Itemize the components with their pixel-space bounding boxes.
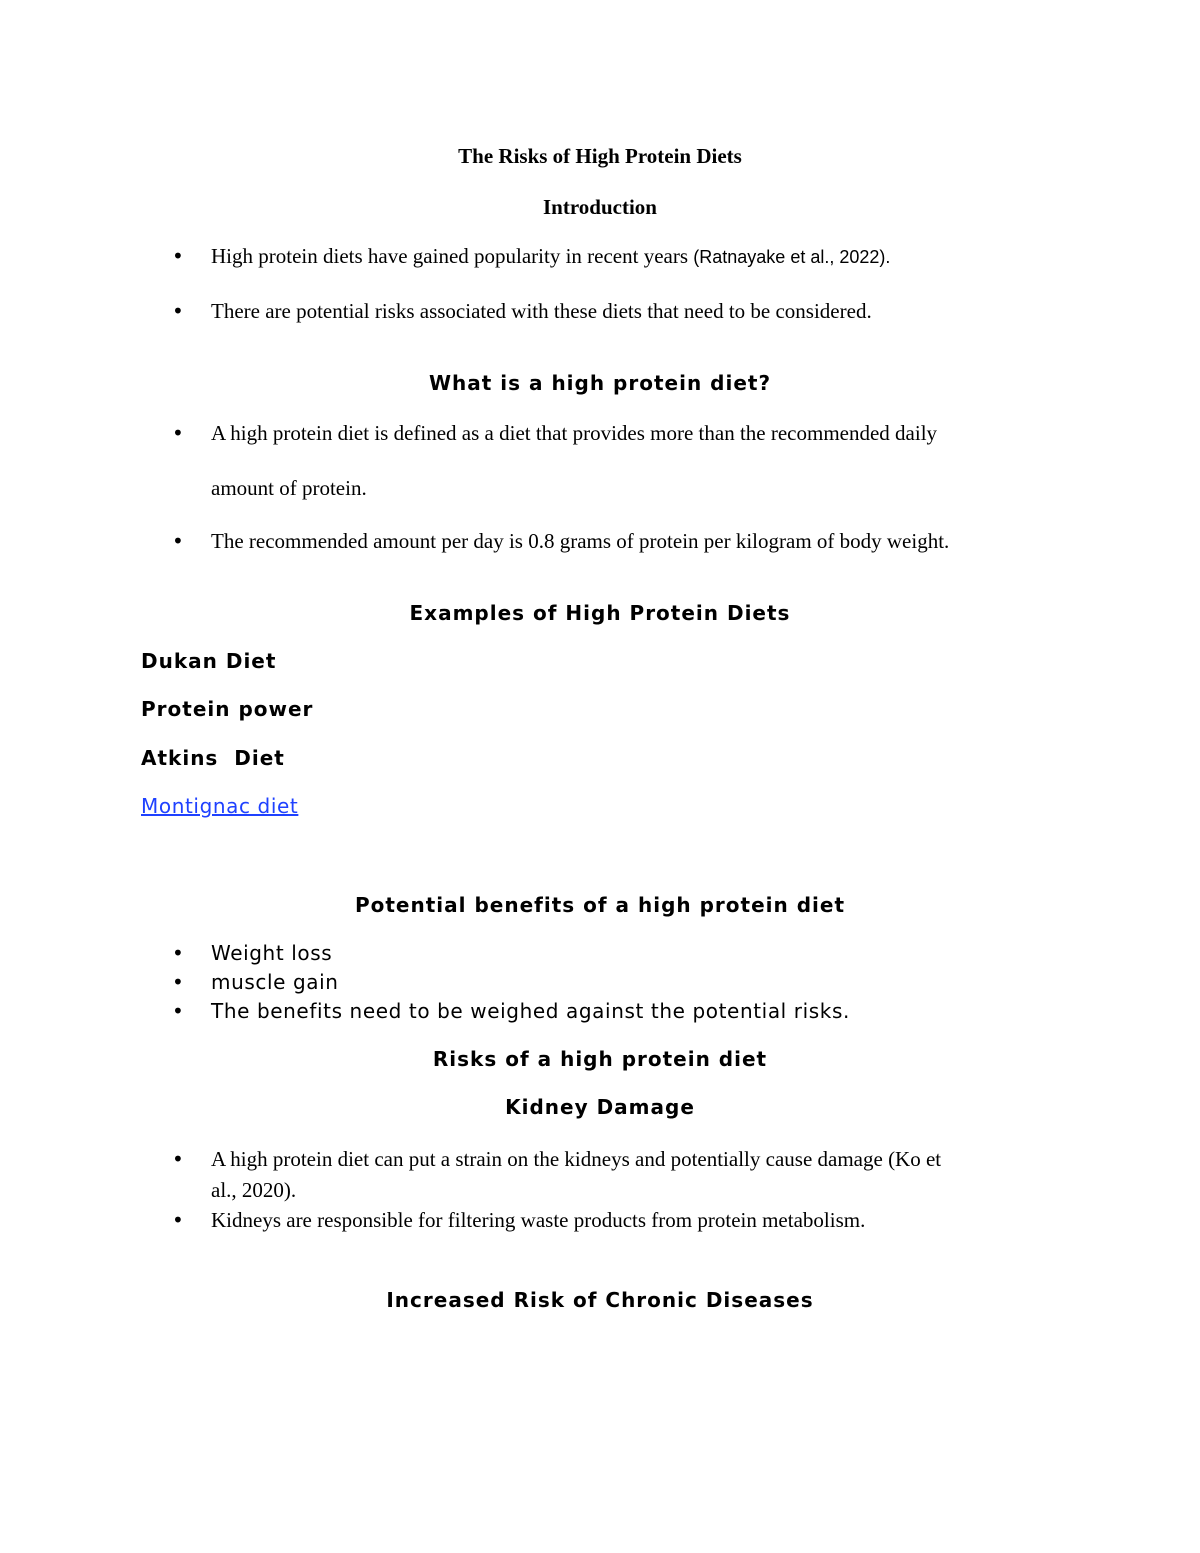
bullet-marker: • <box>172 970 184 994</box>
intro-item-2: There are potential risks associated with these diets that need to be considered. <box>211 299 872 323</box>
intro-item-1-text: High protein diets have gained popularity in recent years <box>211 244 694 268</box>
bullet-marker: • <box>172 299 184 323</box>
bullet-marker: • <box>172 244 184 268</box>
risk-item-1-line-2: al., 2020). <box>211 1178 297 1202</box>
intro-item-1 <box>211 244 890 269</box>
document-title: The Risks of High Protein Diets <box>458 144 742 168</box>
risk-item-2: Kidneys are responsible for filtering waste products from protein metabolism. <box>211 1208 866 1232</box>
example-protein-power: Protein power <box>141 697 314 721</box>
benefit-item-1: Weight loss <box>211 941 333 965</box>
definition-item-1-line-1: A high protein diet is defined as a diet that provides more than the recommended daily <box>211 421 938 445</box>
intro-item-1-citation: (Ratnayake et al., 2022). <box>693 247 891 267</box>
example-montignac-link[interactable]: Montignac diet <box>141 794 299 818</box>
bullet-marker: • <box>172 529 184 553</box>
kidney-damage-subheading: Kidney Damage <box>505 1095 695 1119</box>
bullet-marker: • <box>172 1208 184 1232</box>
benefit-item-3: The benefits need to be weighed against the potential risks. <box>211 999 850 1023</box>
risks-heading: Risks of a high protein diet <box>432 1047 768 1071</box>
chronic-diseases-heading: Increased Risk of Chronic Diseases <box>386 1288 814 1312</box>
definition-item-1-line-2: amount of protein. <box>211 476 367 500</box>
definition-heading: What is a high protein diet? <box>428 371 772 395</box>
benefit-item-2: muscle gain <box>211 970 339 994</box>
definition-item-2: The recommended amount per day is 0.8 grams of protein per kilogram of body weight. <box>211 529 950 553</box>
bullet-marker: • <box>172 421 184 445</box>
bullet-marker: • <box>172 941 184 965</box>
intro-heading: Introduction <box>543 195 657 219</box>
example-dukan: Dukan Diet <box>141 649 277 673</box>
examples-heading: Examples of High Protein Diets <box>409 601 791 625</box>
bullet-marker: • <box>172 1147 184 1171</box>
risk-item-1-line-1: A high protein diet can put a strain on the kidneys and potentially cause damage (Ko et <box>211 1147 942 1171</box>
example-atkins: Atkins Diet <box>141 746 285 770</box>
benefits-heading: Potential benefits of a high protein diet <box>354 893 846 917</box>
bullet-marker: • <box>172 999 184 1023</box>
